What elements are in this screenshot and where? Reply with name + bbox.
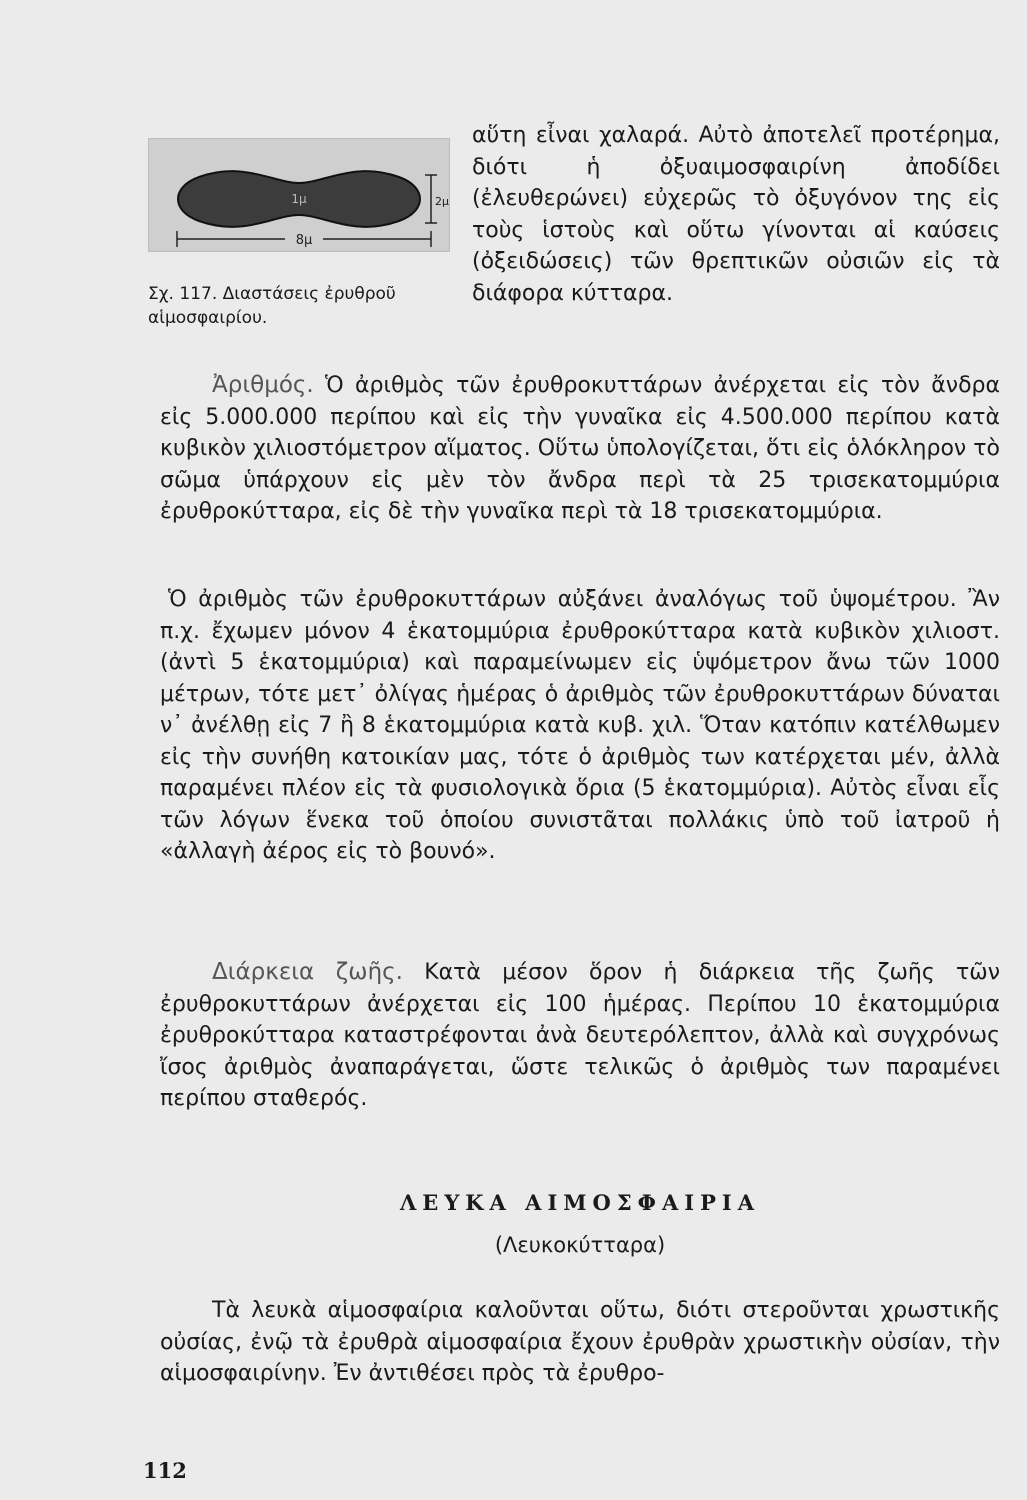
altitude-paragraph: Ὁ ἀριθμὸς τῶν ἐρυθροκυττάρων αὐξάνει ἀναλόγως τοῦ ὑψομέτρου. Ἂν π.χ. ἔχωμεν μόνον 4 ἑκατομμύρια ἐρυθροκύτταρα κατὰ κυβικὸν χιλιοστ. (ἀντὶ 5 ἑκατομμύρια) καὶ παραμείνωμεν εἰς ὑψόμετρον ἄνω τῶν 1000 μέτρων, τότε μετ᾽ ὀλίγας ἡμέρας ὁ ἀριθμὸς τῶν ἐρυθροκυττάρων δύναται ν᾽ ἀνέλθῃ εἰς 7 ἢ 8 ἑκατομμύρια κατὰ κυβ. χιλ. Ὅταν κατόπιν κατέλθωμεν εἰς τὴν συνήθη κατοικίαν μας, τότε ὁ ἀριθμὸς των κατέρχεται μέν, ἀλλὰ παραμένει πλέον εἰς τὰ φυσιολογικὰ ὅρια (5 ἑκατομμύρια). Αὐτὸς εἶναι εἷς τῶν λόγων ἕνεκα τοῦ ὁποίου συνιστᾶται πολλάκις ὑπὸ τοῦ ἰατροῦ ἡ «ἀλλαγὴ ἀέρος εἰς τὸ βουνό». xyxy=(160,587,1000,864)
number-heading: Ἀριθμός. xyxy=(212,372,314,398)
red-blood-cell-diagram xyxy=(149,139,449,251)
number-text: Ὁ ἀριθμὸς τῶν ἐρυθροκυττάρων ἀνέρχεται εἰς τὸν ἄνδρα εἰς 5.000.000 περίπου καὶ εἰς τὴν γυναῖκα εἰς 4.500.000 περίπου κατὰ κυβικὸν χιλιοστόμετρον αἵματος. Οὕτω ὑπολογίζεται, ὅτι εἰς ὁλόκληρον τὸ σῶμα ὑπάρχουν εἰς μὲν τὸν ἄνδρα περὶ τὰ 25 τρισεκατομμύρια ἐρυθροκύτταρα, εἰς δὲ τὴν γυναῖκα περὶ τὰ 18 τρισεκατομμύρια. xyxy=(160,373,1000,524)
width-dimension-label: 8μ xyxy=(295,233,313,248)
height-dimension-label: 2μ xyxy=(435,195,449,208)
section-title: ΛΕΥΚΑ ΑΙΜΟΣΦΑΙΡΙΑ xyxy=(400,1190,760,1215)
intro-paragraph: αὕτη εἶναι χαλαρά. Αὐτὸ ἀποτελεῖ προτέρημα, διότι ἡ ὀξυαιμοσφαιρίνη ἀποδίδει (ἐλευθερώνει) εὐχερῶς τὸ ὀξυγόνον της εἰς τοὺς ἱστοὺς καὶ οὕτω γίνονται αἱ καύσεις (ὀξειδώσεις) τῶν θρεπτικῶν οὐσιῶν εἰς τὰ διάφορα κύτταρα. xyxy=(472,123,1000,306)
lifespan-heading: Διάρκεια ζωῆς. xyxy=(212,959,403,985)
white-cells-paragraph: Τὰ λευκὰ αἱμοσφαίρια καλοῦνται οὕτω, διότι στεροῦνται χρωστικῆς οὐσίας, ἐνῷ τὰ ἐρυθρὰ αἱμοσφαίρια ἔχουν ἐρυθρὰν χρωστικὴν οὐσίαν, τὴν αἱμοσφαιρίνην. Ἐν ἀντιθέσει πρὸς τὰ ἐρυθρο- xyxy=(160,1298,1000,1386)
section-subtitle: (Λευκοκύτταρα) xyxy=(494,1233,666,1257)
rbc-dimension-figure xyxy=(148,138,450,252)
inner-dimension-label: 1μ xyxy=(291,192,307,206)
lifespan-paragraph xyxy=(160,957,1000,1115)
page-number: 112 xyxy=(143,1458,187,1483)
lifespan-text: Κατὰ μέσον ὅρον ἡ διάρκεια τῆς ζωῆς τῶν ἐρυθροκυττάρων ἀνέρχεται εἰς 100 ἡμέρας. Περίπου 10 ἑκατομμύρια ἐρυθροκύτταρα καταστρέφονται ἀνὰ δευτερόλεπτον, ἀλλὰ καὶ συγχρόνως ἴσος ἀριθμὸς ἀναπαράγεται, ὥστε τελικῶς ὁ ἀριθμὸς των παραμένει περίπου σταθερός. xyxy=(160,960,1000,1111)
figure-caption: Σχ. 117. Διαστάσεις ἐρυθροῦ αἱμοσφαιρίου. xyxy=(148,284,396,328)
number-paragraph xyxy=(160,370,1000,528)
